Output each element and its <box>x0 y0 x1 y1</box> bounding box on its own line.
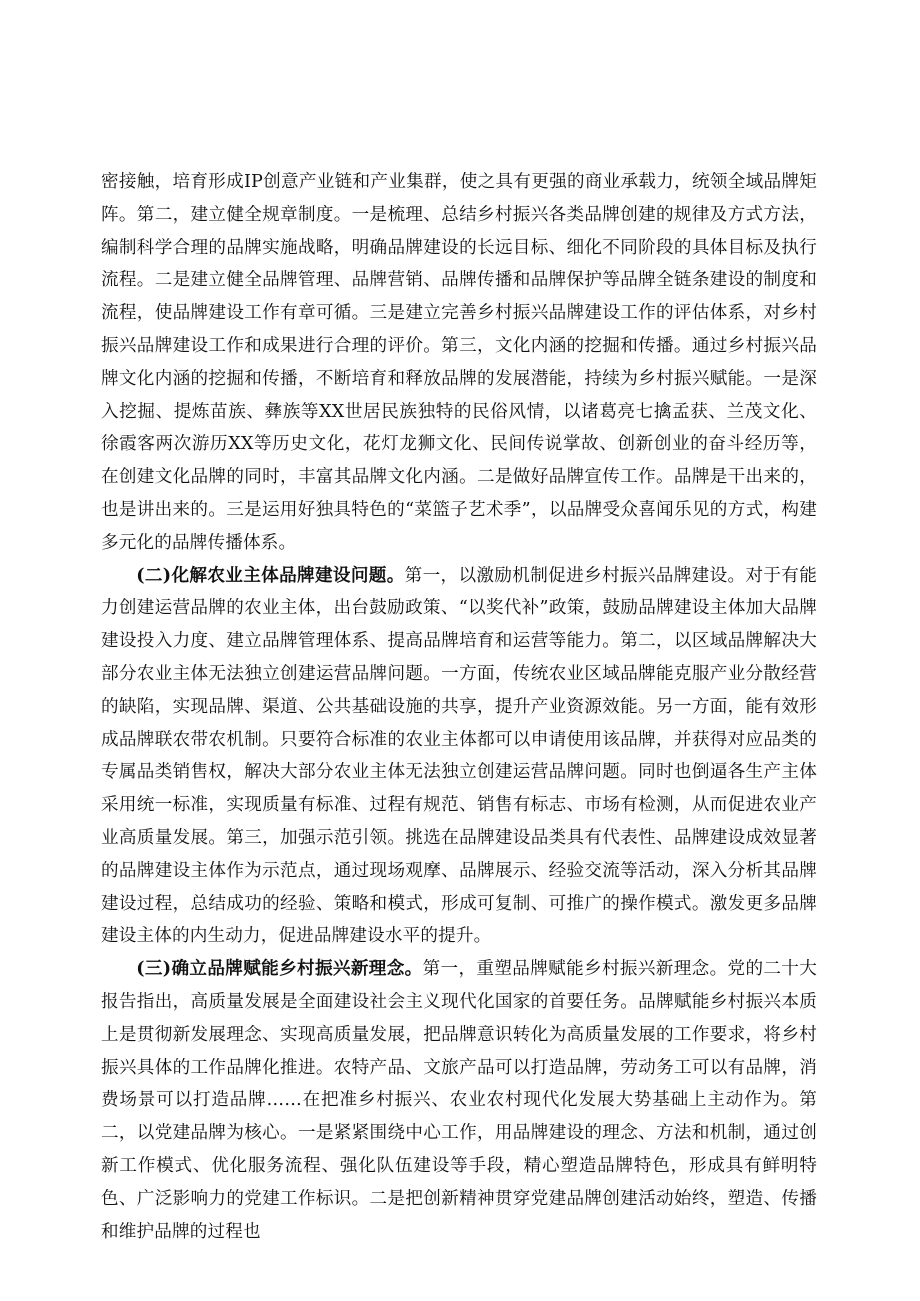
paragraph-text: 第一，重塑品牌赋能乡村振兴新理念。党的二十大报告指出，高质量发展是全面建设社会主义现代化国家的首要任务。品牌赋能乡村振兴本质上是贯彻新发展理念、实现高质量发展，把品牌意识转化为高质量发展的工作要求，将乡村振兴具体的工作品牌化推进。农特产品、文旅产品可以打造品牌，劳动务工可以有品牌，消费场景可以打造品牌……在把准乡村振兴、农业农村现代化发展大势基础上主动作为。第二，以党建品牌为核心。一是紧紧围绕中心工作，用品牌建设的理念、方法和机制，通过创新工作模式、优化服务流程、强化队伍建设等手段，精心塑造品牌特色，形成具有鲜明特色、广泛影响力的党建工作标识。二是把创新精神贯穿党建品牌创建活动始终，塑造、传播和维护品牌的过程也 <box>101 959 817 1242</box>
paragraph-section-2 <box>101 560 817 954</box>
section-heading: (二)化解农业主体品牌建设问题。 <box>136 564 405 586</box>
paragraph-continuation <box>101 166 817 560</box>
paragraph-text: 第一，以激励机制促进乡村振兴品牌建设。对于有能力创建运营品牌的农业主体，出台鼓励政策、“以奖代补”政策，鼓励品牌建设主体加大品牌建设投入力度、建立品牌管理体系、提高品牌培育和运营等能力。第二，以区域品牌解决大部分农业主体无法独立创建运营品牌问题。一方面，传统农业区域品牌能克服产业分散经营的缺陷，实现品牌、渠道、公共基础设施的共享，提升产业资源效能。另一方面，能有效形成品牌联农带农机制。只要符合标准的农业主体都可以申请使用该品牌，并获得对应品类的专属品类销售权，解决大部分农业主体无法独立创建运营品牌问题。同时也倒逼各生产主体采用统一标准，实现质量有标准、过程有规范、销售有标志、市场有检测，从而促进农业产业高质量发展。第三，加强示范引领。挑选在品牌建设品类具有代表性、品牌建设成效显著的品牌建设主体作为示范点，通过现场观摩、品牌展示、经验交流等活动，深入分析其品牌建设过程，总结成功的经验、策略和模式，形成可复制、可推广的操作模式。激发更多品牌建设主体的内生动力，促进品牌建设水平的提升。 <box>101 565 817 947</box>
section-heading: (三)确立品牌赋能乡村振兴新理念。 <box>136 958 423 980</box>
body-text <box>101 166 817 1248</box>
paragraph-section-3 <box>101 953 817 1248</box>
paragraph-text: 密接触，培育形成IP创意产业链和产业集群，使之具有更强的商业承载力，统领全域品牌矩阵。第二，建立健全规章制度。一是梳理、总结乡村振兴各类品牌创建的规律及方式方法，编制科学合理的品牌实施战略，明确品牌建设的长远目标、细化不同阶段的具体目标及执行流程。二是建立健全品牌管理、品牌营销、品牌传播和品牌保护等品牌全链条建设的制度和流程，使品牌建设工作有章可循。三是建立完善乡村振兴品牌建设工作的评估体系，对乡村振兴品牌建设工作和成果进行合理的评价。第三，文化内涵的挖掘和传播。通过乡村振兴品牌文化内涵的挖掘和传播，不断培育和释放品牌的发展潜能，持续为乡村振兴赋能。一是深入挖掘、提炼苗族、彝族等XX世居民族独特的民俗风情，以诸葛亮七擒孟获、兰茂文化、徐霞客两次游历XX等历史文化，花灯龙狮文化、民间传说掌故、创新创业的奋斗经历等，在创建文化品牌的同时，丰富其品牌文化内涵。二是做好品牌宣传工作。品牌是干出来的，也是讲出来的。三是运用好独具特色的“菜篮子艺术季”，以品牌受众喜闻乐见的方式，构建多元化的品牌传播体系。 <box>101 172 817 553</box>
